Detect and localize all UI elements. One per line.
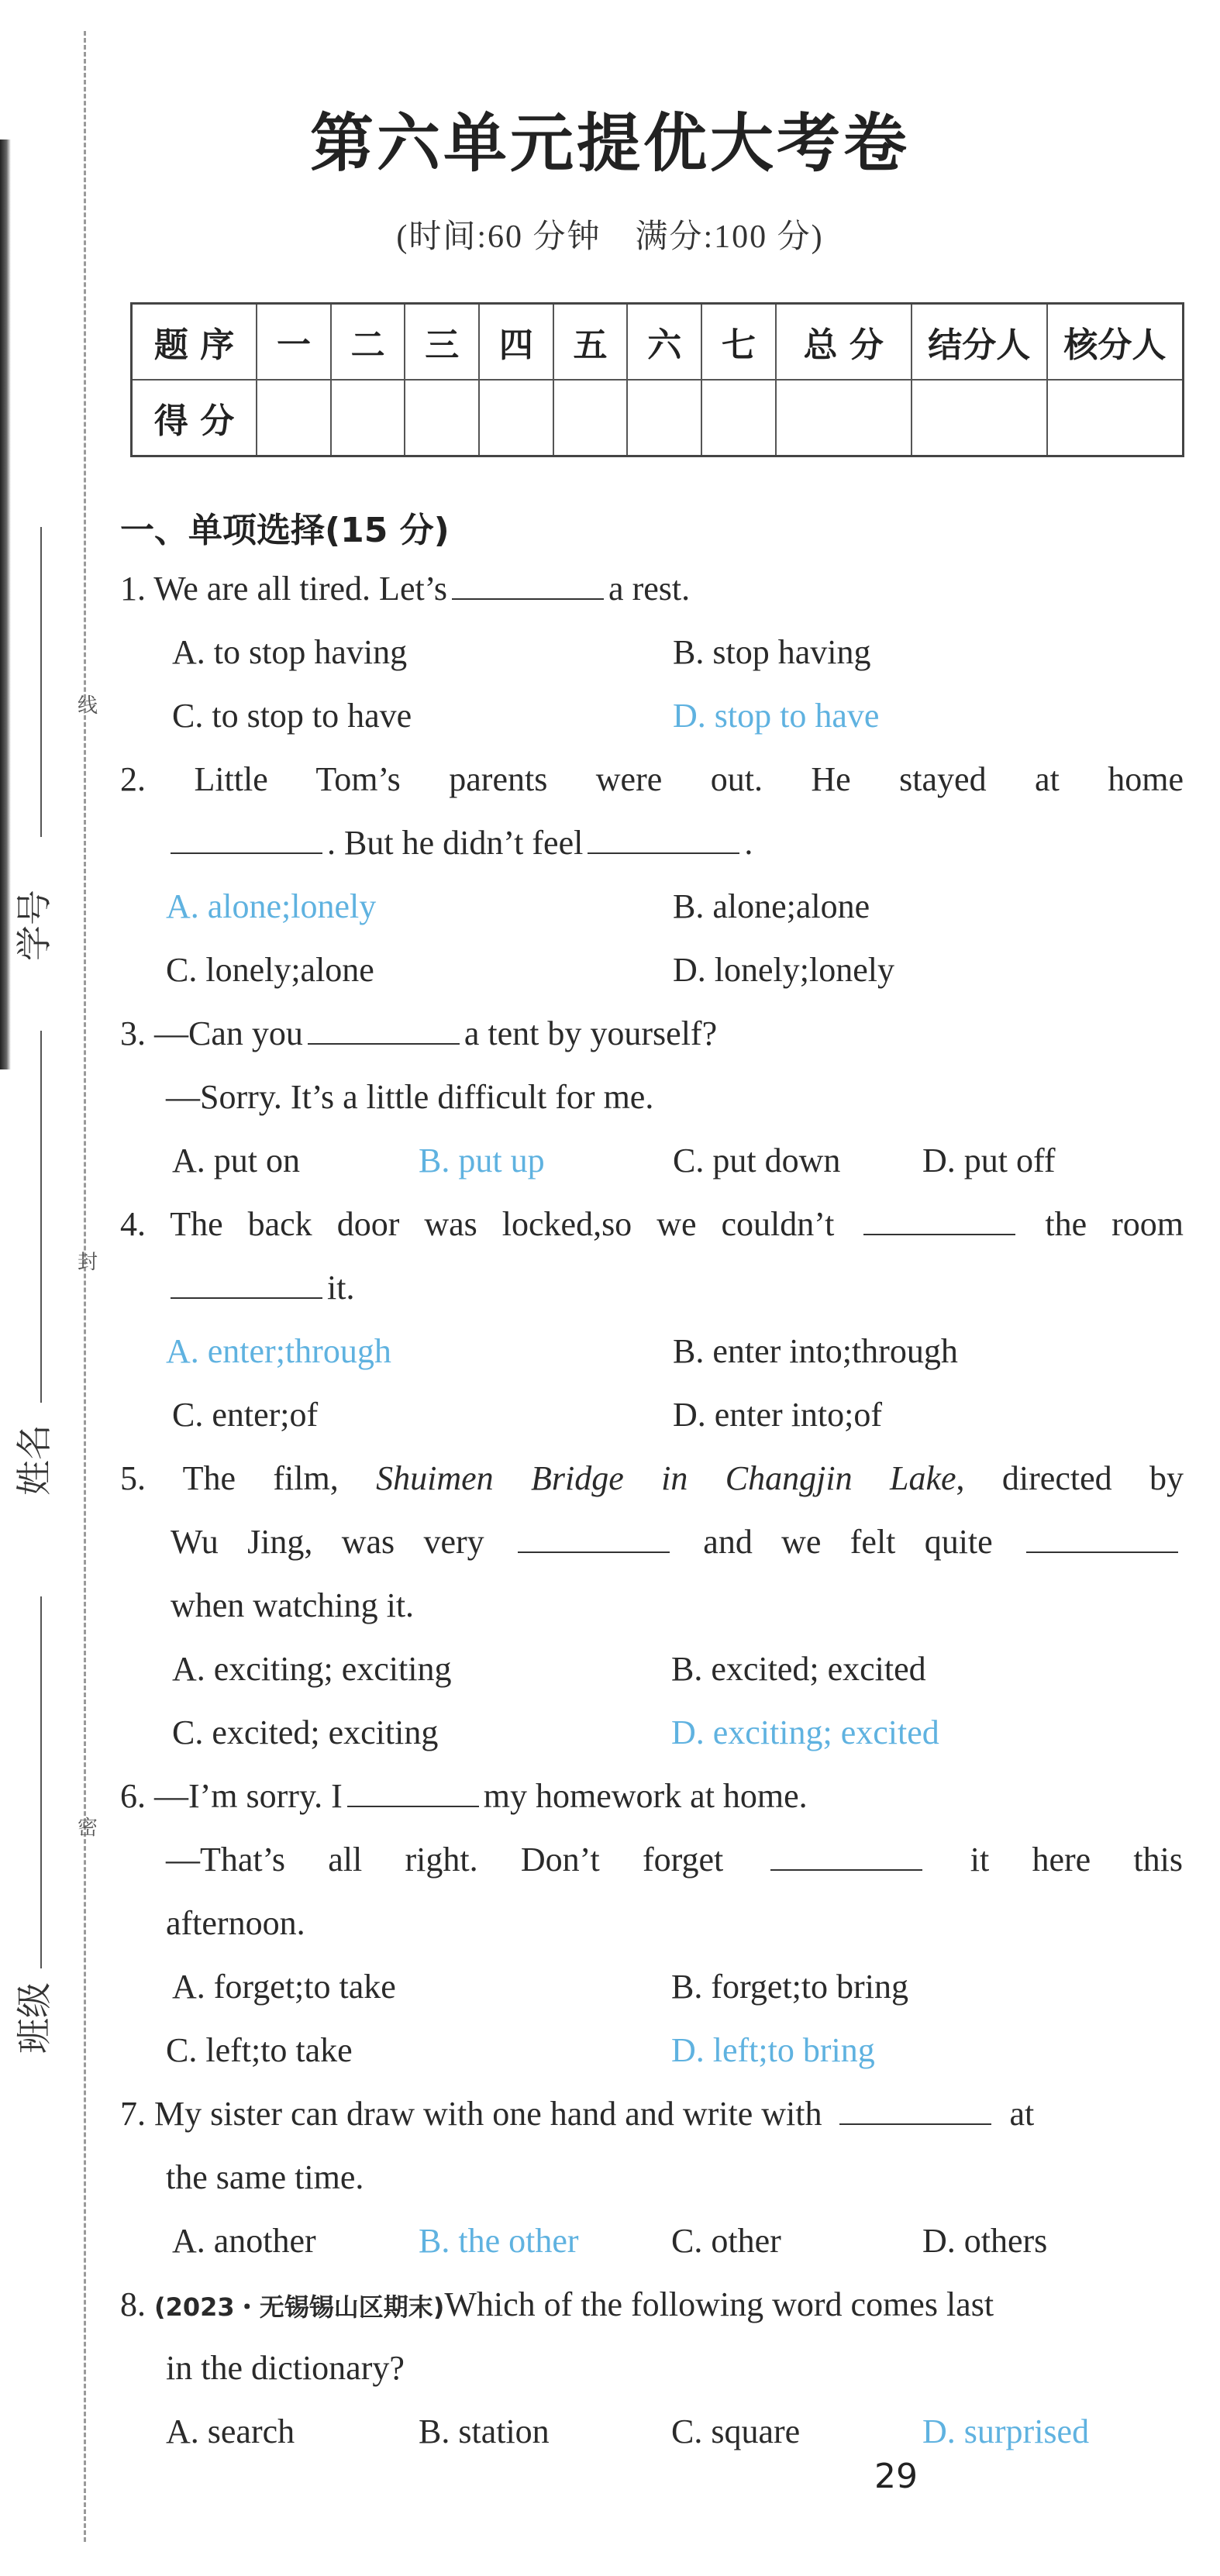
question-text: 5. The film, [120,1459,339,1497]
question-text: 7. My sister can draw with one hand and write with [120,2095,822,2133]
score-cell[interactable] [776,380,912,456]
option-a: A. to stop having [172,633,408,671]
header-cell: 一 [257,304,331,381]
option-b-answer: B. put up [419,1142,545,1180]
option-a-answer: A. enter;through [166,1332,391,1370]
question-text: a rest. [608,570,691,608]
option-a: A. put on [172,1142,300,1180]
option-d: D. put off [922,1142,1056,1180]
answer-blank [863,1206,1015,1235]
question-5-stem-cont [171,1522,1183,1562]
question-7-stem [120,2094,1034,2133]
student-id-label: 学号 [13,890,55,961]
score-table-header-row [132,304,1184,381]
header-cell: 四 [479,304,553,381]
score-cell[interactable] [553,380,628,456]
option-c: C. lonely;alone [166,951,374,989]
question-text: a tent by yourself? [464,1014,718,1052]
score-cell[interactable] [912,380,1047,456]
question-text: it. [327,1269,355,1307]
option-b: B. station [419,2412,550,2450]
answer-blank [308,1015,460,1045]
option-d-answer: D. exciting; excited [671,1713,939,1751]
class-label: 班级 [13,1982,55,2054]
option-c: C. other [671,2222,781,2260]
option-b: B. excited; excited [671,1650,926,1688]
option-c: C. excited; exciting [172,1713,439,1751]
option-b-answer: B. the other [419,2222,579,2260]
option-a: A. another [172,2222,316,2260]
score-cell[interactable] [257,380,331,456]
question-text: 4. The back door was locked,so we couldn’t [120,1205,835,1243]
question-text: the room [1045,1205,1184,1243]
question-8-stem [120,2285,994,2324]
cut-mark-seal: 封 [78,1251,98,1274]
option-b: B. enter into;through [673,1332,958,1370]
score-cell[interactable] [331,380,405,456]
header-cell: 二 [331,304,405,381]
score-row-label: 得 分 [132,380,257,456]
question-1-stem [120,569,690,608]
answer-blank [839,2096,991,2125]
question-number: 8. [120,2285,146,2323]
question-text: and we felt quite [703,1523,993,1561]
option-d: D. enter into;of [673,1396,883,1434]
question-2-stem: 2. Little Tom’s parents were out. He stayed at home [120,760,1184,798]
option-b: B. alone;alone [673,887,870,925]
question-5-stem [120,1458,1184,1498]
student-id-blank [40,527,42,837]
header-cell: 总 分 [776,304,912,381]
class-blank [40,1596,42,1968]
option-d-answer: D. left;to bring [671,2031,875,2069]
page-title: 第六单元提优大考卷 [309,107,910,181]
option-c: C. to stop to have [172,697,412,735]
section-heading: 一、单项选择(15 分) [120,511,450,550]
header-cell: 题 序 [132,304,257,381]
name-blank [40,1031,42,1403]
question-text: 6. —I’m sorry. I [120,1777,343,1815]
header-cell: 三 [405,304,479,381]
question-6-response-end: afternoon. [166,1904,305,1942]
score-cell[interactable] [627,380,701,456]
question-text: at [1009,2095,1035,2133]
option-b: B. stop having [673,633,871,671]
score-table-score-row [132,380,1184,456]
question-3-stem [120,1014,717,1053]
option-c: C. enter;of [172,1396,319,1434]
score-cell[interactable] [405,380,479,456]
cut-mark-line: 线 [78,694,98,718]
name-label: 姓名 [13,1424,55,1496]
cut-mark-secret: 密 [78,1817,98,1840]
page-number: 29 [874,2457,918,2496]
question-text: 3. —Can you [120,1014,303,1052]
header-cell: 核分人 [1047,304,1184,381]
header-cell: 六 [627,304,701,381]
option-c: C. square [671,2412,801,2450]
option-a: A. forget;to take [172,1968,396,2006]
question-7-stem-cont: the same time. [166,2158,364,2196]
question-text: 1. We are all tired. Let’s [120,570,448,608]
score-cell[interactable] [1047,380,1184,456]
option-c: C. put down [673,1142,841,1180]
question-2-stem-cont [166,823,753,863]
header-cell: 五 [553,304,628,381]
score-cell[interactable] [479,380,553,456]
answer-blank [588,825,739,854]
exam-info: (时间:60 分钟 满分:100 分) [396,219,824,255]
film-title: Shuimen Bridge in Changjin Lake [376,1459,956,1497]
answer-blank [171,1269,322,1299]
question-6-stem [120,1776,808,1816]
option-c: C. left;to take [166,2031,353,2069]
option-d-answer: D. stop to have [673,697,880,735]
option-a: A. search [166,2412,295,2450]
question-text: it here this [970,1841,1184,1879]
option-d: D. others [922,2222,1048,2260]
score-cell[interactable] [701,380,776,456]
question-5-stem-end: when watching it. [171,1586,415,1624]
question-text: . But he didn’t feel [327,824,584,862]
option-d: D. lonely;lonely [673,951,894,989]
option-a: A. exciting; exciting [172,1650,452,1688]
answer-blank [171,825,322,854]
answer-blank [452,570,604,600]
source-tag: (2023・无锡锡山区期末) [154,2292,445,2322]
header-cell: 结分人 [912,304,1047,381]
answer-blank [518,1524,670,1553]
score-table [130,302,1184,457]
question-text: —That’s all right. Don’t forget [166,1841,724,1879]
question-6-response [166,1840,1183,1879]
answer-blank [1026,1524,1178,1553]
question-3-response: —Sorry. It’s a little difficult for me. [166,1078,654,1116]
question-text: Which of the following word comes last [444,2285,994,2323]
question-text: , directed by [956,1459,1184,1497]
question-4-stem-cont [166,1268,354,1307]
binding-dashed-line [84,31,86,2542]
question-4-stem [120,1204,1184,1244]
option-a-answer: A. alone;lonely [166,887,377,925]
option-b: B. forget;to bring [671,1968,908,2006]
answer-blank [770,1841,922,1871]
question-text: Wu Jing, was very [171,1523,484,1561]
option-d-answer: D. surprised [922,2412,1090,2450]
answer-blank [347,1778,479,1807]
header-cell: 七 [701,304,776,381]
question-text: . [744,824,753,862]
question-text: my homework at home. [483,1777,808,1815]
question-8-stem-cont: in the dictionary? [166,2349,405,2387]
